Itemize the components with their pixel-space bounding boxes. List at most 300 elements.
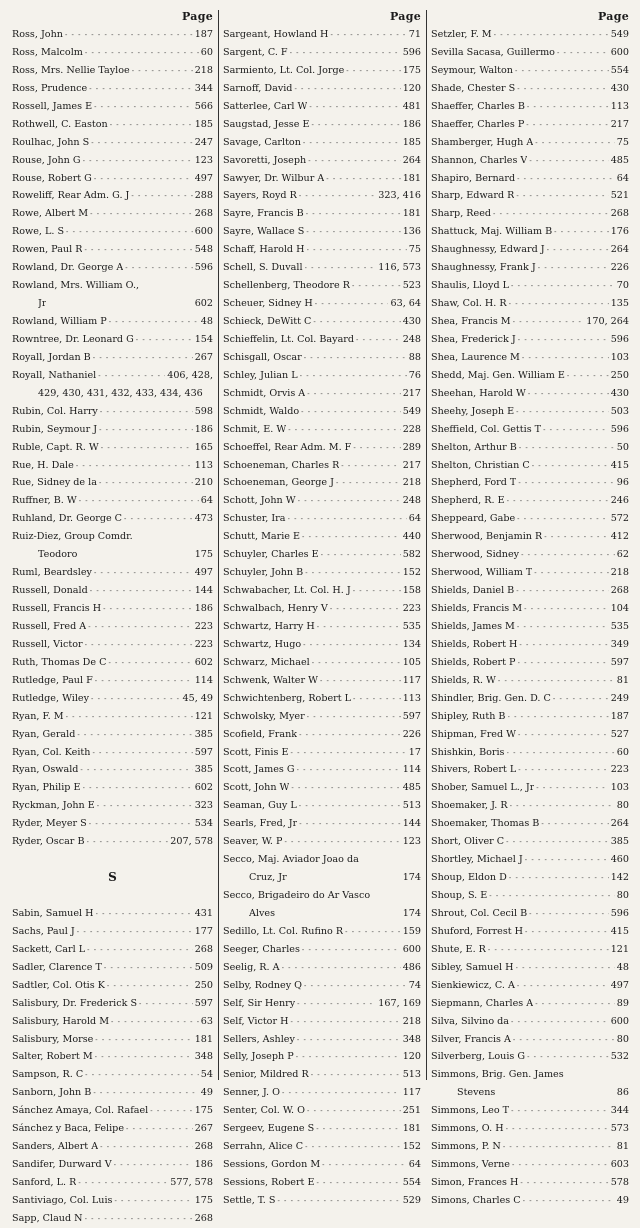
entry-page-number: 554	[402, 1177, 421, 1188]
dot-leader	[307, 241, 407, 259]
dot-leader	[307, 708, 401, 726]
dot-leader	[96, 905, 193, 923]
entry-page-number: 415	[610, 925, 629, 937]
index-entry-sanborn-john-b	[12, 1084, 213, 1102]
dot-leader	[150, 1102, 192, 1120]
entry-page-number: 114	[402, 764, 421, 776]
dot-leader	[88, 618, 192, 636]
dot-leader	[518, 331, 609, 349]
dot-leader	[517, 170, 615, 188]
entry-page-number: 54	[200, 1069, 213, 1081]
index-entry-savoretti-joseph	[223, 152, 421, 170]
entry-name: Selly, Joseph P	[223, 1051, 294, 1063]
entry-page-number: 412	[610, 531, 629, 543]
dot-leader	[517, 618, 609, 636]
dot-leader	[306, 223, 400, 241]
dot-leader	[288, 421, 400, 439]
dot-leader	[488, 941, 609, 959]
entry-name: Schieffelin, Lt. Col. Bayard	[223, 333, 355, 345]
entry-page-number: 246	[610, 495, 629, 507]
entry-name: Russell, Fred A	[12, 620, 87, 632]
entry-name: Schwenk, Walter W	[223, 674, 318, 686]
entry-page-number: 176	[610, 226, 629, 238]
entry-name: Salisbury, Harold M	[12, 1015, 110, 1027]
dot-leader	[109, 313, 199, 331]
entry-name: Simons, Charles C	[431, 1194, 521, 1206]
entry-name: Serrahn, Alice C	[223, 1141, 304, 1153]
index-entry-shipman-fred-w	[431, 726, 629, 744]
entry-name: Senior, Mildred R	[223, 1069, 309, 1081]
entry-name: Sabin, Samuel H	[12, 907, 94, 919]
dot-leader	[288, 510, 407, 528]
entry-name: Sienkiewicz, C. A	[431, 979, 515, 991]
entry-page-number: 223	[402, 603, 421, 614]
entry-page-number: 63	[200, 1015, 213, 1027]
dot-leader	[535, 134, 615, 152]
entry-page-number: 323	[194, 800, 213, 812]
entry-page-number: 264	[610, 244, 629, 256]
entry-name: Schaff, Harold H	[223, 244, 305, 256]
index-entry-sanford-l-r	[12, 1174, 213, 1192]
entry-name: Russell, Victor	[12, 638, 83, 650]
entry-name: Ruffner, B. W	[12, 495, 77, 507]
index-entry-rowntree-dr-leonard-g	[12, 331, 213, 349]
dot-leader	[553, 690, 609, 708]
dot-leader	[320, 672, 401, 690]
entry-page-number: 223	[194, 638, 213, 650]
dot-leader	[506, 1120, 609, 1138]
dot-leader	[100, 403, 193, 421]
index-entry-schmit-e-w	[223, 421, 421, 439]
entry-name: Ryan, Gerald	[12, 728, 76, 740]
entry-page-number: 249	[610, 692, 629, 704]
entry-name: Sachs, Paul J	[12, 925, 75, 937]
entry-name: Shields, Francis M	[431, 603, 523, 614]
index-entry-russell-donald	[12, 582, 213, 600]
index-entry-shishkin-boris	[431, 744, 629, 762]
index-entry-shivers-robert-l	[431, 761, 629, 779]
index-entry-sarmiento-lt-col-jorge	[223, 62, 421, 80]
dot-leader	[330, 600, 401, 618]
index-entry-rubin-col-harry	[12, 403, 213, 421]
entry-name: Setzler, F. M	[431, 29, 492, 40]
dot-leader	[104, 959, 193, 977]
index-entry-sachs-paul-j	[12, 923, 213, 941]
entry-name: Shepherd, R. E	[431, 495, 505, 507]
dot-leader	[304, 977, 407, 995]
entry-page-number: 497	[610, 979, 629, 991]
dot-leader	[316, 1120, 400, 1138]
index-column-2	[218, 10, 423, 1206]
entry-page-number: 113	[402, 692, 421, 704]
entry-name: Scott, James G	[223, 764, 295, 776]
index-entry-sheehan-harold-w	[431, 385, 629, 403]
index-entry-russell-victor	[12, 636, 213, 654]
entry-page-number: 62	[616, 549, 629, 561]
entry-name: Shober, Samuel L., Jr	[431, 782, 535, 794]
entry-page-number: 75	[616, 136, 629, 148]
dot-leader	[536, 779, 608, 797]
entry-name: Schellenberg, Theodore R	[223, 280, 350, 292]
entry-page-number: 75	[408, 244, 421, 256]
entry-name: Shaughnessy, Frank J	[431, 262, 536, 274]
entry-name: Schoeffel, Rear Adm. M. F	[223, 441, 352, 453]
dot-leader	[510, 797, 615, 815]
entry-page-number: 223	[194, 620, 213, 632]
dot-leader	[322, 1156, 407, 1174]
entry-name: Ryan, Col. Keith	[12, 746, 91, 758]
section-letter-heading: S	[108, 870, 117, 885]
index-entry-schwabacher-lt-col-h-j	[223, 582, 421, 600]
entry-name: Schmidt, Waldo	[223, 405, 300, 417]
entry-page-number: 513	[402, 800, 421, 812]
entry-page-number: 152	[402, 567, 421, 579]
entry-name: Sherwood, Benjamin R	[431, 531, 543, 543]
dot-leader	[308, 152, 401, 170]
entry-page-number: 532	[610, 1051, 629, 1063]
dot-leader	[307, 1102, 401, 1120]
index-entry-sheffield-col-gettis-t	[431, 421, 629, 439]
entry-name: Senner, J. O	[223, 1087, 280, 1099]
dot-leader	[99, 421, 193, 439]
dot-leader	[516, 959, 615, 977]
entry-name: Sherwood, William T	[431, 567, 533, 579]
entry-page-number: 159	[402, 925, 421, 937]
dot-leader	[341, 457, 400, 475]
entry-page-number: 186	[194, 423, 213, 435]
dot-leader	[511, 277, 615, 295]
dot-leader	[525, 851, 609, 869]
entry-name: Schwolsky, Myer	[223, 710, 305, 722]
index-entry-shute-e-r	[431, 941, 629, 959]
index-entry-simmons-o-h	[431, 1120, 629, 1138]
entry-name: Senter, Col. W. O	[223, 1105, 306, 1117]
entry-page-number: 573	[610, 1123, 629, 1135]
dot-leader	[522, 349, 609, 367]
entry-name: Shipley, Ruth B	[431, 710, 506, 722]
entry-name: Shipman, Fred W	[431, 728, 517, 740]
entry-name: Ruble, Capt. R. W	[12, 441, 99, 453]
entry-name: Rowe, Albert M	[12, 208, 89, 220]
entry-page-number: 103	[610, 351, 629, 363]
entry-name: Royall, Jordan B	[12, 351, 91, 363]
entry-name: Ross, John	[12, 29, 63, 40]
dot-leader	[313, 313, 400, 331]
index-entry-royall-jordan-b	[12, 349, 213, 367]
entry-name: Rue, Sidney de la	[12, 477, 97, 489]
index-entry-sedillo-lt-col-rufino-r	[223, 923, 421, 941]
index-entry-continuation	[12, 295, 213, 313]
entry-name: Sessions, Gordon M	[223, 1159, 321, 1171]
entry-name: Simon, Frances H	[431, 1177, 519, 1188]
dot-leader	[85, 1210, 193, 1228]
entry-page-number: 174	[402, 872, 421, 884]
dot-leader	[311, 116, 400, 134]
entry-name: Shea, Laurence M	[431, 351, 520, 363]
entry-name: Ross, Malcolm	[12, 46, 83, 58]
entry-page-number: 529	[402, 1194, 421, 1206]
index-entry-ryder-meyer-s	[12, 815, 213, 833]
entry-page-number: 485	[610, 154, 629, 166]
dot-leader	[554, 223, 609, 241]
entry-page-number: 549	[402, 405, 421, 417]
entry-page-number: 117	[402, 1087, 421, 1099]
entry-page-number: 71	[408, 29, 421, 40]
dot-leader	[527, 98, 609, 116]
entry-name: Jr	[38, 298, 47, 310]
entry-page-number: 185	[194, 118, 213, 130]
index-entry-continuation	[431, 1084, 629, 1102]
entry-name: Sanders, Albert A	[12, 1141, 99, 1153]
dot-leader	[299, 797, 401, 815]
entry-name: 429, 430, 431, 432, 433, 434, 436	[38, 387, 203, 399]
dot-leader	[85, 1066, 199, 1084]
entry-name: Seeger, Charles	[223, 943, 300, 955]
entry-name: Sayre, Wallace S	[223, 226, 305, 238]
entry-name: Sackett, Carl L	[12, 943, 86, 955]
entry-name: Ruiz-Diez, Group Comdr.	[12, 531, 133, 543]
index-entry-schwichtenberg-robert-l	[223, 690, 421, 708]
index-entry-sibley-samuel-h	[431, 959, 629, 977]
entry-name: Self, Victor H	[223, 1015, 289, 1027]
dot-leader	[132, 62, 193, 80]
entry-page-number: 136	[402, 226, 421, 238]
entry-page-number: 170, 264	[586, 316, 629, 327]
index-entry-selly-joseph-p	[223, 1048, 421, 1066]
entry-page-number: 175	[402, 64, 421, 76]
dot-leader	[103, 600, 193, 618]
dot-leader	[493, 205, 609, 223]
dot-leader	[91, 690, 180, 708]
index-entry-sadtler-col-otis-k	[12, 977, 213, 995]
entry-page-number: 218	[402, 477, 421, 489]
entry-name: Seymour, Walton	[431, 64, 513, 76]
index-entry-santiviago-col-luis	[12, 1192, 213, 1210]
entry-page-number: 226	[610, 262, 629, 274]
entry-page-number: 175	[194, 549, 213, 561]
index-entry-schwartz-hugo	[223, 636, 421, 654]
entry-page-number: 48	[616, 961, 629, 973]
entry-page-number: 113	[194, 459, 213, 471]
index-entry-sackett-carl-l	[12, 941, 213, 959]
dot-leader	[527, 1048, 609, 1066]
entry-name: Shivers, Robert L	[431, 764, 517, 776]
entry-page-number: 385	[194, 728, 213, 740]
entry-page-number: 596	[610, 333, 629, 345]
index-entry-sawyer-dr-wilbur-a	[223, 170, 421, 188]
entry-page-number: 86	[616, 1087, 629, 1099]
index-entry-rubin-seymour-j	[12, 421, 213, 439]
dot-leader	[94, 98, 193, 116]
index-entry-shields-robert-h	[431, 636, 629, 654]
dot-leader	[277, 1192, 400, 1210]
index-entry-ross-john	[12, 26, 213, 44]
entry-name: Schuyler, Charles E	[223, 549, 319, 561]
dot-leader	[315, 295, 389, 313]
entry-name: Roulhac, John S	[12, 136, 90, 148]
entry-page-number: 64	[200, 495, 213, 507]
entry-page-number: 509	[194, 961, 213, 973]
index-entry-shaughnessy-edward-j	[431, 241, 629, 259]
dot-leader	[494, 26, 609, 44]
entry-page-number: 181	[402, 172, 421, 184]
entry-page-number: 80	[616, 890, 629, 901]
dot-leader	[95, 1048, 193, 1066]
entry-page-number: 406, 428,	[167, 369, 213, 381]
entry-name: Stevens	[457, 1087, 496, 1099]
entry-name: Silver, Francis A	[431, 1033, 511, 1045]
dot-leader	[525, 923, 609, 941]
dot-leader	[301, 403, 401, 421]
entry-name: Rouse, John G	[12, 154, 81, 166]
index-entry-rue-h-dale	[12, 457, 213, 475]
entry-name: Ryckman, John E	[12, 800, 95, 812]
index-entry-shields-james-m	[431, 618, 629, 636]
index-entry-shea-francis-m	[431, 313, 629, 331]
entry-page-number: 60	[616, 746, 629, 758]
entry-name: Rue, H. Dale	[12, 459, 74, 471]
index-entry-shelton-christian-c	[431, 457, 629, 475]
entry-name: Shamberger, Hugh A	[431, 136, 534, 148]
entry-page-number: 264	[610, 818, 629, 830]
entry-name: Seelig, R. A	[223, 961, 280, 973]
dot-leader	[526, 116, 608, 134]
entry-name: Selby, Rodney Q	[223, 979, 303, 991]
entry-name: Shepherd, Ford T	[431, 477, 517, 489]
index-entry-schwalbach-henry-v	[223, 600, 421, 618]
index-entry-shields-robert-p	[431, 654, 629, 672]
entry-page-number: 80	[616, 1033, 629, 1045]
index-entry-sandifer-durward-v	[12, 1156, 213, 1174]
entry-page-number: 167, 169	[378, 997, 421, 1009]
dot-leader	[506, 833, 609, 851]
index-entry-rutledge-paul-f	[12, 672, 213, 690]
entry-name: Ruml, Beardsley	[12, 567, 92, 579]
entry-name: Sayre, Francis B	[223, 208, 304, 220]
entry-name: Salter, Robert M	[12, 1051, 93, 1063]
dot-leader	[518, 474, 614, 492]
index-entry-sellers-ashley	[223, 1031, 421, 1049]
entry-name: Teodoro	[38, 549, 78, 561]
index-entry-ruhland-dr-george-c	[12, 510, 213, 528]
dot-leader	[511, 1102, 609, 1120]
entry-page-number: 577, 578	[170, 1177, 213, 1188]
entry-name: Sharp, Reed	[431, 208, 492, 220]
dot-leader	[305, 564, 401, 582]
entry-page-number: 268	[610, 585, 629, 597]
entry-page-number: 217	[610, 118, 629, 130]
index-entry-short-oliver-c	[431, 833, 629, 851]
entry-name: Schutt, Marie E	[223, 531, 301, 543]
entry-page-number: 114	[194, 674, 213, 686]
entry-page-number: 117	[402, 674, 421, 686]
entry-page-number: 152	[402, 1141, 421, 1153]
entry-name: Secco, Brigadeiro do Ar Vasco	[223, 890, 371, 901]
index-entry-simon-frances-h	[431, 1174, 629, 1192]
index-entry-ryan-gerald	[12, 726, 213, 744]
entry-name: Schuster, Ira	[223, 513, 286, 525]
index-entry-shrout-col-cecil-b	[431, 905, 629, 923]
index-entry-shoemaker-j-r	[431, 797, 629, 815]
dot-leader	[532, 457, 609, 475]
dot-leader	[282, 1084, 401, 1102]
dot-leader	[515, 62, 609, 80]
dot-leader	[336, 474, 401, 492]
entry-name: Satterlee, Carl W	[223, 100, 308, 112]
entry-name: Russell, Donald	[12, 585, 88, 597]
index-entry-rowland-dr-george-a	[12, 259, 213, 277]
index-entry-rothwell-c-easton	[12, 116, 213, 134]
index-entry-shaeffer-charles-b	[431, 98, 629, 116]
dot-leader	[125, 259, 192, 277]
index-entry-seeger-charles	[223, 941, 421, 959]
entry-name: Shortley, Michael J	[431, 854, 523, 866]
index-entry-list	[223, 26, 421, 1210]
entry-name: Scofield, Frank	[223, 728, 298, 740]
entry-page-number: 486	[402, 961, 421, 973]
entry-page-number: 17	[408, 746, 421, 758]
dot-leader	[95, 672, 193, 690]
entry-name: Shrout, Col. Cecil B	[431, 907, 528, 919]
entry-name: Shields, James M	[431, 620, 515, 632]
index-entry-ross-prudence	[12, 80, 213, 98]
entry-page-number: 76	[408, 369, 421, 381]
entry-name: Scott, John W	[223, 782, 290, 794]
index-entry-simmons-brig-gen-james	[431, 1066, 629, 1084]
index-entry-list	[12, 26, 213, 1228]
index-entry-continuation	[223, 905, 421, 923]
entry-page-number: 268	[194, 943, 213, 955]
entry-page-number: 218	[610, 567, 629, 579]
index-entry-sherwood-benjamin-r	[431, 528, 629, 546]
entry-page-number: 288	[194, 190, 213, 202]
dot-leader	[100, 1138, 193, 1156]
dot-leader	[95, 1031, 192, 1049]
dot-leader	[519, 636, 608, 654]
entry-page-number: 600	[402, 943, 421, 955]
dot-leader	[298, 492, 401, 510]
blank-line	[12, 887, 213, 905]
dot-leader	[541, 815, 608, 833]
dot-leader	[534, 564, 608, 582]
index-entry-schwartz-harry-h	[223, 618, 421, 636]
entry-page-number: 88	[408, 351, 421, 363]
index-entry-sabin-samuel-h	[12, 905, 213, 923]
dot-leader	[297, 1031, 401, 1049]
entry-page-number: 81	[616, 1141, 629, 1153]
dot-leader	[330, 26, 406, 44]
dot-leader	[311, 1066, 401, 1084]
entry-page-number: 596	[610, 423, 629, 435]
entry-page-number: 165	[194, 441, 213, 453]
entry-name: Seaman, Guy L	[223, 800, 297, 812]
entry-page-number: 497	[194, 172, 213, 184]
dot-leader	[84, 241, 192, 259]
index-entry-sherwood-william-t	[431, 564, 629, 582]
entry-page-number: 218	[194, 64, 213, 76]
entry-name: Rowland, William P	[12, 316, 107, 327]
dot-leader	[284, 833, 400, 851]
entry-page-number: 513	[402, 1069, 421, 1081]
index-entry-selby-rodney-q	[223, 977, 421, 995]
entry-page-number: 154	[194, 333, 213, 345]
dot-leader	[114, 1156, 193, 1174]
entry-page-number: 596	[610, 907, 629, 919]
dot-leader	[557, 44, 609, 62]
entry-name: Shaulis, Lloyd L	[431, 280, 510, 292]
entry-page-number: 600	[610, 46, 629, 58]
entry-page-number: 473	[194, 513, 213, 525]
